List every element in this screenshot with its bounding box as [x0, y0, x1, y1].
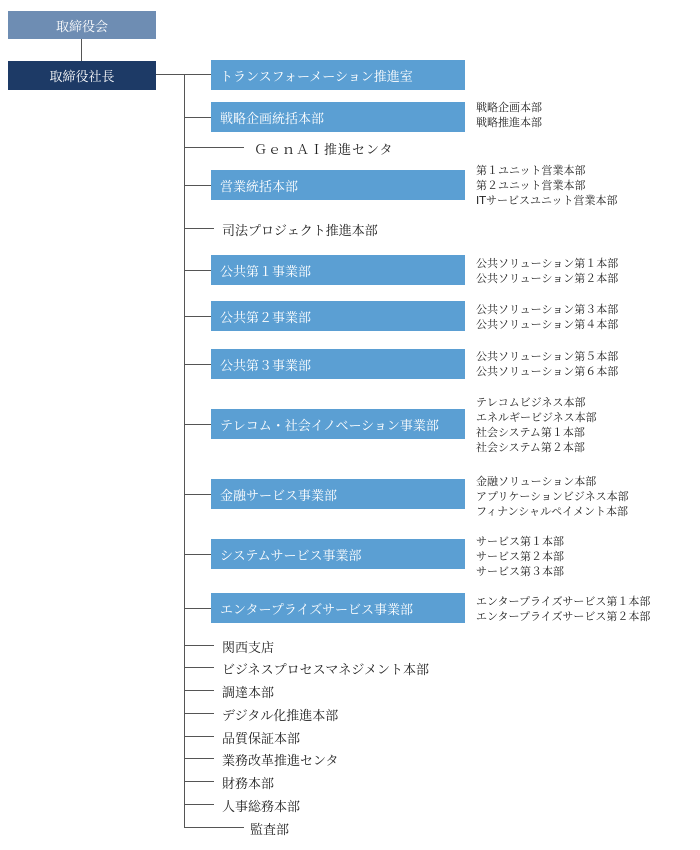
- sub-item: 第１ユニット営業本部: [476, 164, 586, 177]
- sub-item: 公共ソリューション第４本部: [476, 318, 619, 331]
- board-box: 取締役会: [8, 11, 156, 39]
- dept-bpm: ビジネスプロセスマネジメント本部: [222, 663, 429, 678]
- sub-item: エンタープライズサービス第１本部: [476, 595, 651, 608]
- branch: [184, 804, 214, 805]
- branch: [184, 494, 211, 495]
- sub-list-public1: [476, 256, 618, 286]
- sub-list-telecom: [476, 395, 597, 455]
- sub-item: フィナンシャルペイメント本部: [476, 505, 628, 518]
- sub-list-public3: [476, 349, 618, 379]
- dept-box-strategy: 戦略企画統括本部: [211, 102, 465, 132]
- branch: [184, 147, 244, 148]
- dept-finance-hq: 財務本部: [222, 777, 275, 792]
- sub-item: 金融ソリューション本部: [476, 475, 597, 488]
- branch: [184, 608, 211, 609]
- sub-list-public2: [476, 302, 618, 332]
- sub-item: 社会システム第１本部: [476, 426, 585, 439]
- dept-judicial: 司法プロジェクト推進本部: [222, 224, 378, 239]
- branch: [184, 228, 214, 229]
- dept-quality: 品質保証本部: [222, 732, 301, 747]
- dept-box-public2: 公共第２事業部: [211, 301, 465, 331]
- sub-item: ITサービスユニット営業本部: [476, 194, 618, 207]
- trunk-line: [184, 74, 185, 827]
- dept-box-finance: 金融サービス事業部: [211, 479, 465, 509]
- branch: [184, 781, 214, 782]
- sub-item: テレコムビジネス本部: [476, 396, 586, 409]
- dept-genai: ＧｅｎＡＩ推進センタ: [254, 143, 394, 158]
- dept-box-system-service: システムサービス事業部: [211, 539, 465, 569]
- president-box: 取締役社長: [8, 61, 156, 90]
- sub-item: エネルギービジネス本部: [476, 411, 597, 424]
- sub-item: 公共ソリューション第３本部: [476, 303, 619, 316]
- branch: [184, 74, 211, 75]
- sub-item: 戦略推進本部: [476, 116, 542, 129]
- sub-list-strategy: [476, 100, 542, 130]
- sub-item: 社会システム第２本部: [476, 441, 585, 454]
- president-connector: [156, 74, 185, 75]
- dept-digital: デジタル化推進本部: [222, 709, 339, 724]
- branch: [184, 827, 244, 828]
- dept-business-reform: 業務改革推進センタ: [222, 754, 339, 769]
- branch: [184, 667, 214, 668]
- sub-list-sales: [476, 163, 618, 208]
- branch: [184, 270, 211, 271]
- sub-item: サービス第２本部: [476, 550, 564, 563]
- branch: [184, 690, 214, 691]
- sub-item: 公共ソリューション第５本部: [476, 350, 619, 363]
- dept-box-telecom: テレコム・社会イノベーション事業部: [211, 409, 465, 439]
- sub-item: 公共ソリューション第１本部: [476, 257, 619, 270]
- dept-procurement: 調達本部: [222, 686, 275, 701]
- sub-list-finance: [476, 474, 629, 519]
- dept-box-public3: 公共第３事業部: [211, 349, 465, 379]
- dept-box-public1: 公共第１事業部: [211, 255, 465, 285]
- branch: [184, 185, 211, 186]
- branch: [184, 316, 211, 317]
- sub-item: 第２ユニット営業本部: [476, 179, 586, 192]
- dept-box-sales: 営業統括本部: [211, 170, 465, 200]
- sub-item: サービス第３本部: [476, 565, 564, 578]
- sub-list-system-service: [476, 534, 564, 579]
- sub-item: 公共ソリューション第２本部: [476, 272, 619, 285]
- branch: [184, 364, 211, 365]
- dept-box-transformation: トランスフォーメーション推進室: [211, 60, 465, 90]
- dept-audit: 監査部: [250, 823, 290, 838]
- branch: [184, 554, 211, 555]
- board-connector: [81, 39, 82, 61]
- sub-item: アプリケーションビジネス本部: [476, 490, 629, 503]
- branch: [184, 117, 211, 118]
- branch: [184, 424, 211, 425]
- branch: [184, 736, 214, 737]
- sub-item: 戦略企画本部: [476, 101, 542, 114]
- dept-hr: 人事総務本部: [222, 800, 301, 815]
- sub-list-enterprise: [476, 594, 650, 624]
- branch: [184, 758, 214, 759]
- sub-item: 公共ソリューション第６本部: [476, 365, 619, 378]
- dept-box-enterprise: エンタープライズサービス事業部: [211, 593, 465, 623]
- branch: [184, 645, 214, 646]
- sub-item: エンタープライズサービス第２本部: [476, 610, 651, 623]
- branch: [184, 713, 214, 714]
- dept-kansai: 関西支店: [222, 641, 275, 656]
- sub-item: サービス第１本部: [476, 535, 564, 548]
